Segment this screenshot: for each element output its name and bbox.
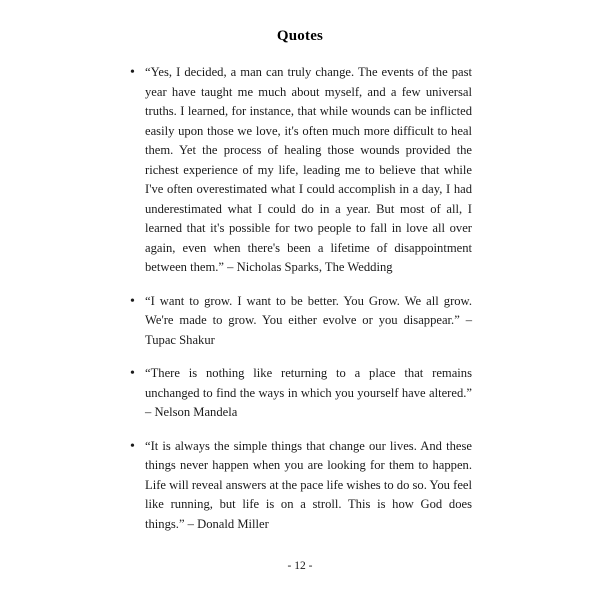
quote-text: “I want to grow. I want to be better. You Grow. We all grow. We're made to grow. You either evolve or you disappear.” – Tupac Shakur	[145, 293, 472, 347]
bullet-icon: •	[130, 293, 135, 309]
list-item	[128, 364, 472, 423]
quote-text: “It is always the simple things that change our lives. And these things never happen when you are looking for them to happen. Life will reveal answers at the pace life wishes to do so. You feel like running, but life is on a stroll. This is how God does things.” – Donald Miller	[145, 438, 472, 531]
bullet-icon: •	[130, 438, 135, 454]
quote-text: “Yes, I decided, a man can truly change. The events of the past year have taught me much about myself, and a few universal truths. I learned, for instance, that while wounds can be inflicted easily upon those we love, it's often much more difficult to heal them. Yet the process of healing those wounds provided the richest experience of my life, leading me to believe that while I've often overestimated what I could accomplish in a day, I had underestimated what I could do in a year. But most of all, I learned that it's possible for two people to fall in love all over again, even when there's been a lifetime of disappointment between them.” – Nicholas Sparks, The Wedding	[145, 65, 472, 275]
list-item	[128, 63, 472, 278]
page-number: - 12 -	[287, 560, 313, 572]
list-item	[128, 437, 472, 535]
list-item	[128, 292, 472, 351]
quote-text: “There is nothing like returning to a place that remains unchanged to find the ways in which you yourself have altered.” – Nelson Mandela	[145, 366, 472, 420]
page-title: Quotes	[276, 28, 324, 44]
bullet-icon: •	[130, 366, 135, 382]
quote-list	[128, 63, 472, 534]
bullet-icon: •	[130, 65, 135, 80]
